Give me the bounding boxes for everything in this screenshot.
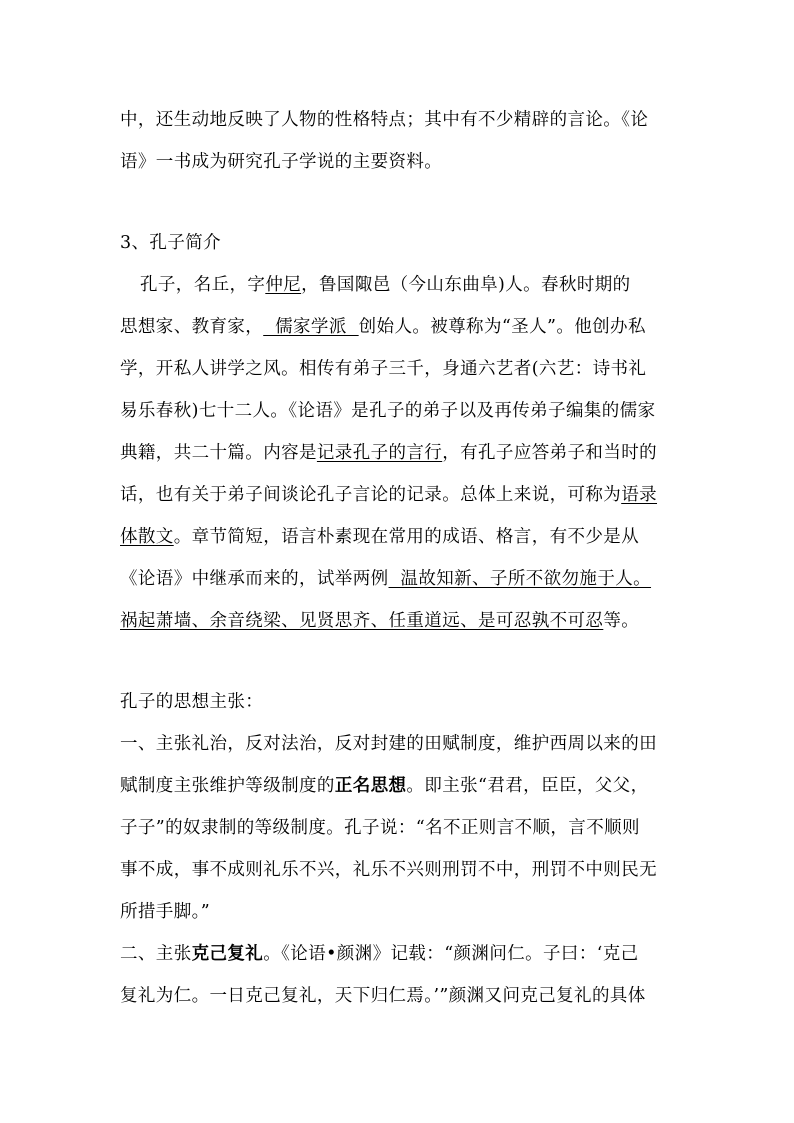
text-line: 一、主张礼治，反对法治，反对封建的田赋制度，维护西周以来的田 [120, 734, 657, 754]
text-line: 所措手脚。” [120, 902, 211, 922]
underlined-term: 语录 [621, 485, 658, 505]
text-line: 二、主张克己复礼。《论语•颜渊》记载：“颜渊问仁。子曰：‘克己 [120, 944, 639, 964]
text-line: 体散文。章节简短，语言朴素现在常用的成语、格言，有不少是从 [120, 527, 640, 547]
section-heading: 3、孔子简介 [120, 233, 222, 253]
section-heading: 孔子的思想主张： [120, 692, 264, 712]
text-line: 中，还生动地反映了人物的性格特点；其中有不少精辟的言论。《论 [120, 110, 649, 130]
text-line: 思想家、教育家， 儒家学派 创始人。被尊称为“圣人”。他创办私 [120, 317, 646, 337]
underlined-term: 体散文 [120, 527, 174, 547]
underlined-term: 仲尼 [265, 275, 302, 295]
text-line: 赋制度主张维护等级制度的正名思想。即主张“君君，臣臣，父父， [120, 776, 649, 796]
text-line: 祸起萧墙、余音绕梁、见贤思齐、任重道远、是可忍孰不可忍等。 [120, 611, 640, 631]
text-line: 典籍，共二十篇。内容是记录孔子的言行，有孔子应答弟子和当时的 [120, 443, 658, 463]
text-line: 子子”的奴隶制的等级制度。孔子说：“名不正则言不顺，言不顺则 [120, 818, 640, 838]
underlined-term: 记录孔子的言行 [316, 443, 443, 463]
text-line: 易乐春秋)七十二人。《论语》是孔子的弟子以及再传弟子编集的儒家 [120, 401, 656, 421]
text-line: 话，也有关于弟子间谈论孔子言论的记录。总体上来说，可称为语录 [120, 485, 658, 505]
text-line: 学，开私人讲学之风。相传有弟子三千，身通六艺者(六艺：诗书礼 [120, 359, 647, 379]
underlined-term: 儒家学派 [263, 317, 359, 337]
bold-term: 克己复礼 [191, 944, 264, 964]
text-line: 语》一书成为研究孔子学说的主要资料。 [120, 152, 443, 172]
bold-term: 正名思想 [334, 776, 407, 796]
underlined-term: 祸起萧墙、余音绕梁、见贤思齐、任重道远、是可忍孰不可忍 [120, 611, 604, 631]
underlined-term: 温故知新、子所不欲勿施于人。 [388, 569, 652, 589]
text-line: 事不成，事不成则礼乐不兴，礼乐不兴则刑罚不中，刑罚不中则民无 [120, 860, 657, 880]
text-line: 孔子，名丘，字仲尼，鲁国陬邑（今山东曲阜)人。春秋时期的 [140, 275, 631, 295]
text-line: 复礼为仁。一日克己复礼，天下归仁焉。’”颜渊又问克己复礼的具体 [120, 986, 646, 1006]
text-line: 《论语》中继承而来的，试举两例 温故知新、子所不欲勿施于人。 [120, 569, 652, 589]
